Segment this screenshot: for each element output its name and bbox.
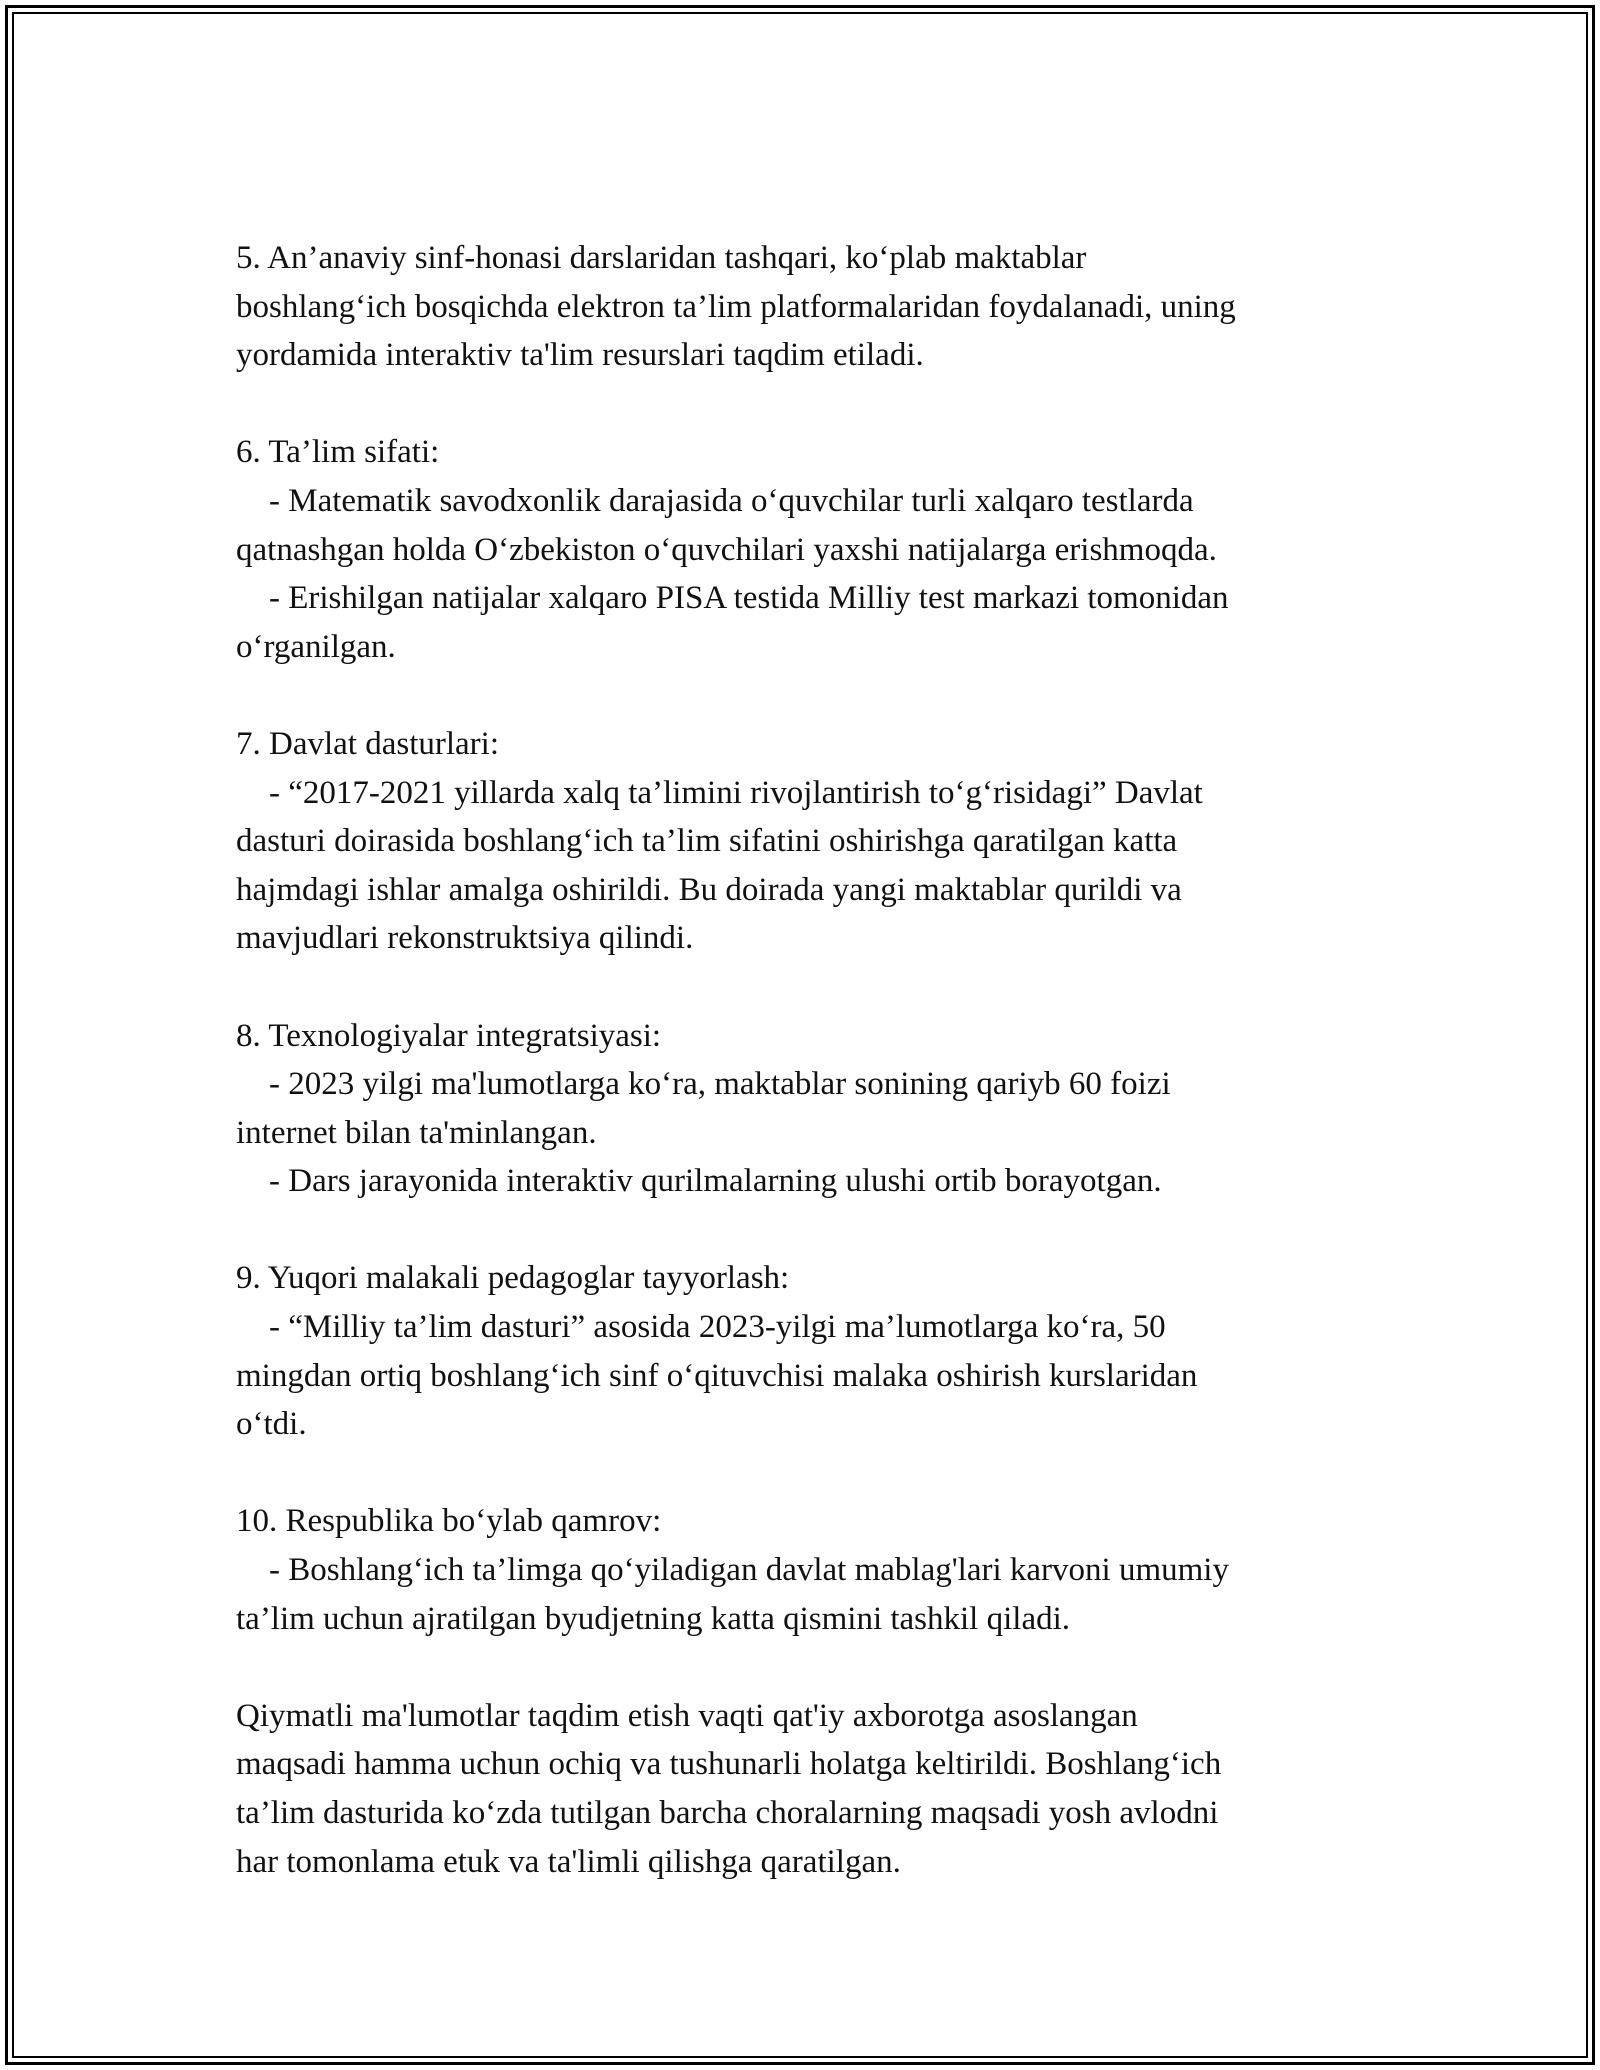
text-line: - Matematik savodxonlik darajasida o‘quvchilar turli xalqaro testlarda [236, 482, 1194, 519]
text-line: - Erishilgan natijalar xalqaro PISA testida Milliy test markazi tomonidan [236, 580, 1229, 617]
section-7-state-programs [236, 720, 1376, 963]
text-line: yordamida interaktiv ta'lim resurslari taqdim etiladi. [236, 337, 924, 374]
section-10-nationwide-coverage [236, 1497, 1376, 1643]
text-line: - Dars jarayonida interaktiv qurilmalarning ulushi ortib borayotgan. [236, 1163, 1162, 1200]
text-line: hajmdagi ishlar amalga oshirildi. Bu doirada yangi maktablar qurildi va [236, 871, 1182, 908]
section-heading: 9. Yuqori malakali pedagoglar tayyorlash: [236, 1260, 790, 1297]
text-line: qatnashgan holda O‘zbekiston o‘quvchilari yaxshi natijalarga erishmoqda. [236, 531, 1217, 568]
document-body [236, 234, 1376, 1935]
text-line: - 2023 yilgi ma'lumotlarga ko‘ra, maktablar sonining qariyb 60 foizi [236, 1066, 1171, 1103]
text-line: ta’lim uchun ajratilgan byudjetning katta qismini tashkil qiladi. [236, 1600, 1071, 1637]
text-line: maqsadi hamma uchun ochiq va tushunarli holatga keltirildi. Boshlang‘ich [236, 1746, 1222, 1783]
text-line: - “Milliy ta’lim dasturi” asosida 2023-yilgi ma’lumotlarga ko‘ra, 50 [236, 1309, 1166, 1346]
text-line: mavjudlari rekonstruktsiya qilindi. [236, 920, 694, 957]
text-line: Qiymatli ma'lumotlar taqdim etish vaqti qat'iy axborotga asoslangan [236, 1697, 1138, 1734]
text-line: internet bilan ta'minlangan. [236, 1114, 597, 1151]
text-line: - Boshlang‘ich ta’limga qo‘yiladigan davlat mablag'lari karvoni umumiy [236, 1552, 1229, 1589]
section-6-education-quality [236, 428, 1376, 671]
section-heading: 6. Ta’lim sifati: [236, 434, 440, 471]
text-line: dasturi doirasida boshlang‘ich ta’lim sifatini oshirishga qaratilgan katta [236, 823, 1178, 860]
text-line: mingdan ortiq boshlang‘ich sinf o‘qituvchisi malaka oshirish kurslaridan [236, 1357, 1198, 1394]
text-line: o‘tdi. [236, 1406, 307, 1443]
section-9-teacher-training [236, 1254, 1376, 1448]
text-line: - “2017-2021 yillarda xalq ta’limini rivojlantirish to‘g‘risidagi” Davlat [236, 774, 1203, 811]
section-heading: 7. Davlat dasturlari: [236, 725, 500, 762]
text-line: boshlang‘ich bosqichda elektron ta’lim platformalaridan foydalanadi, uning [236, 288, 1236, 325]
text-line: har tomonlama etuk va ta'limli qilishga qaratilgan. [236, 1843, 901, 1880]
section-heading: 8. Texnologiyalar integratsiyasi: [236, 1017, 662, 1054]
section-heading: 10. Respublika bo‘ylab qamrov: [236, 1503, 662, 1540]
text-line: o‘rganilgan. [236, 628, 396, 665]
closing-paragraph [236, 1692, 1376, 1886]
section-8-technology-integration [236, 1012, 1376, 1206]
text-line: 5. An’anaviy sinf-honasi darslaridan tashqari, ko‘plab maktablar [236, 240, 1087, 276]
text-line: ta’lim dasturida ko‘zda tutilgan barcha choralarning maqsadi yosh avlodni [236, 1795, 1219, 1831]
section-5-paragraph [236, 234, 1376, 380]
